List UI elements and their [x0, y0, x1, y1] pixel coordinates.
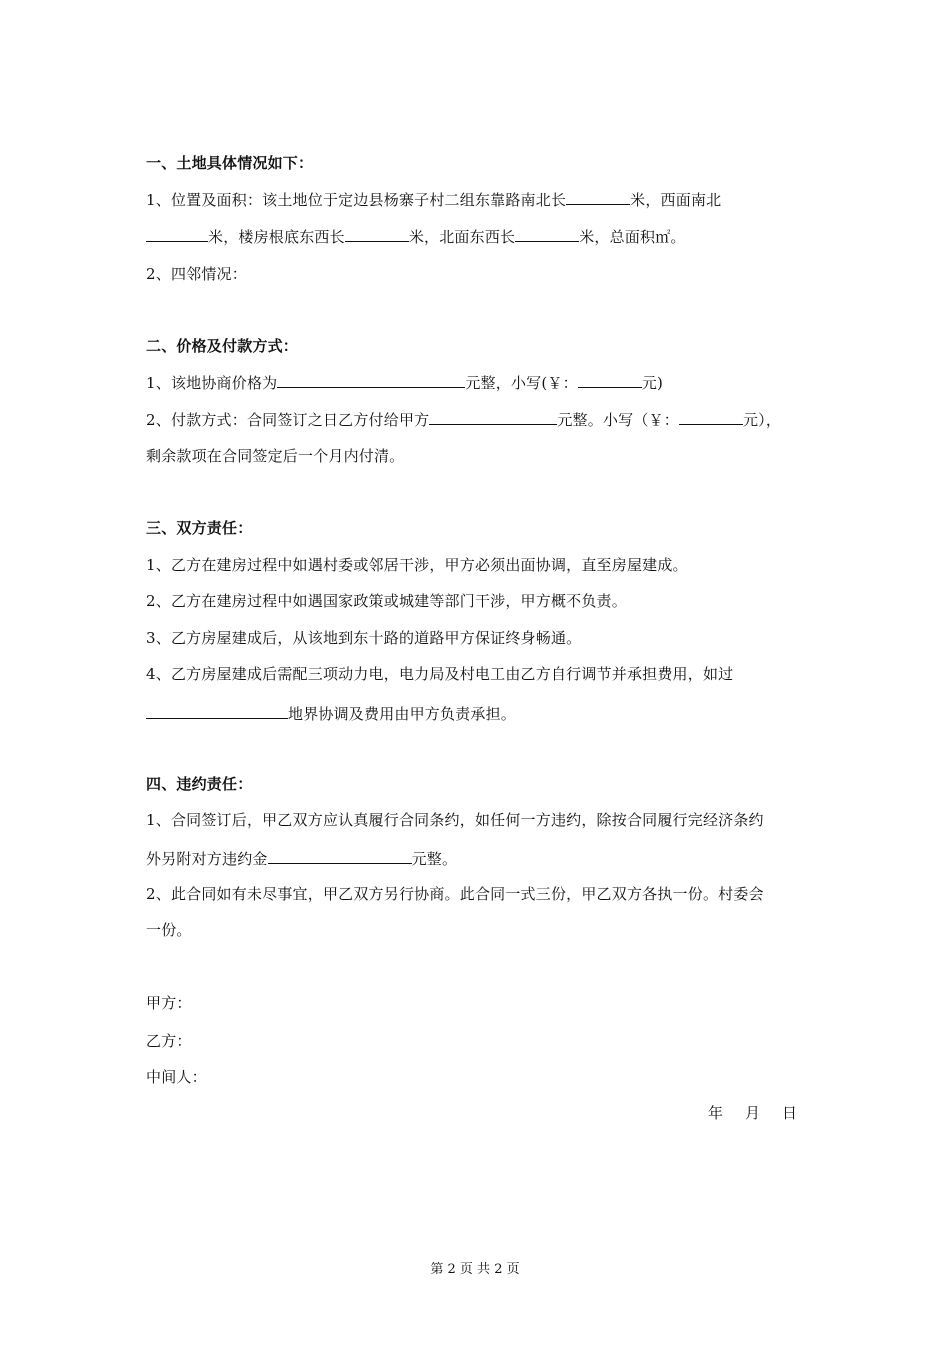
price-words-blank[interactable]: [277, 372, 465, 388]
section1-item1-text-a: 1、位置及面积：该土地位于定边县杨寨子村二组东靠路南北长: [146, 191, 567, 209]
date-year: 年: [708, 1104, 724, 1122]
section4-item1-line2: [146, 848, 457, 869]
section2-item1: [146, 372, 663, 393]
price-figure-blank[interactable]: [578, 372, 642, 388]
section4-item1-text-b: 外另附对方违约金: [146, 850, 268, 868]
date-day: 日: [782, 1104, 798, 1122]
building-length-blank[interactable]: [345, 226, 409, 242]
section3-item4-line1: 4、乙方房屋建成后需配三项动力电，电力局及村电工由乙方自行调节并承担费用，如过: [146, 665, 734, 683]
section2-item2-line2: 剩余款项在合同签定后一个月内付清。: [146, 447, 405, 465]
middleman-label: 中间人：: [146, 1068, 207, 1086]
section1-item1-text-c: 米，楼房根底东西长: [208, 228, 345, 246]
section4-item2-line1: 2、此合同如有未尽事宜，甲乙双方另行协商。此合同一式三份，甲乙双方各执一份。村委会: [146, 885, 764, 903]
section2-item2-text-b: 元整。小写（￥：: [557, 411, 679, 429]
section2-item1-text-a: 1、该地协商价格为: [146, 374, 278, 392]
payment-figure-blank[interactable]: [679, 409, 743, 425]
page-footer: 第 2 页 共 2 页: [430, 1262, 520, 1277]
section1-item1-text-b: 米，西面南北: [630, 191, 722, 209]
party-b-label: 乙方：: [146, 1032, 192, 1050]
section4-heading: 四、违约责任：: [146, 775, 253, 793]
section1-item2: 2、四邻情况：: [146, 265, 247, 283]
section2-item1-text-b: 元整，小写(￥：: [465, 374, 578, 392]
section4-item1-text-c: 元整。: [411, 850, 458, 868]
penalty-amount-blank[interactable]: [268, 848, 412, 864]
north-south-length-blank[interactable]: [566, 189, 630, 205]
section1-item1-line1: [146, 189, 721, 210]
section3-item3: 3、乙方房屋建成后，从该地到东十路的道路甲方保证终身畅通。: [146, 629, 582, 647]
section3-item4-text-b: 地界协调及费用由甲方负责承担。: [288, 705, 517, 723]
section1-item1-line2: [146, 226, 686, 247]
section2-item2-text-a: 2、付款方式：合同签订之日乙方付给甲方: [146, 411, 430, 429]
section2-item1-text-c: 元): [641, 374, 664, 392]
section1-item1-text-d: 米，北面东西长: [408, 228, 516, 246]
section3-heading: 三、双方责任：: [146, 519, 253, 537]
party-a-label: 甲方：: [146, 994, 192, 1012]
section4-item2-line2: 一份。: [146, 921, 192, 939]
section3-item4-line2: [146, 703, 516, 724]
section3-item1: 1、乙方在建房过程中如遇村委或邻居干涉，甲方必须出面协调，直至房屋建成。: [146, 556, 688, 574]
boundary-party-blank[interactable]: [146, 703, 288, 719]
signing-date: [708, 1103, 797, 1123]
west-length-blank[interactable]: [146, 226, 208, 242]
section2-item2-line1: [146, 409, 781, 430]
payment-words-blank[interactable]: [429, 409, 557, 425]
section1-item1-text-e: 米，总面积㎡。: [579, 228, 686, 246]
section2-item2-text-c: 元），: [742, 411, 782, 429]
section4-item1-line1: 1、合同签订后，甲乙双方应认真履行合同条约，如任何一方违约，除按合同履行完经济条约: [146, 811, 764, 829]
section2-heading: 二、价格及付款方式：: [146, 337, 299, 355]
section3-item2: 2、乙方在建房过程中如遇国家政策或城建等部门干涉，甲方概不负责。: [146, 592, 627, 610]
date-month: 月: [745, 1104, 761, 1122]
north-width-blank[interactable]: [515, 226, 579, 242]
section1-heading: 一、土地具体情况如下：: [146, 154, 314, 172]
